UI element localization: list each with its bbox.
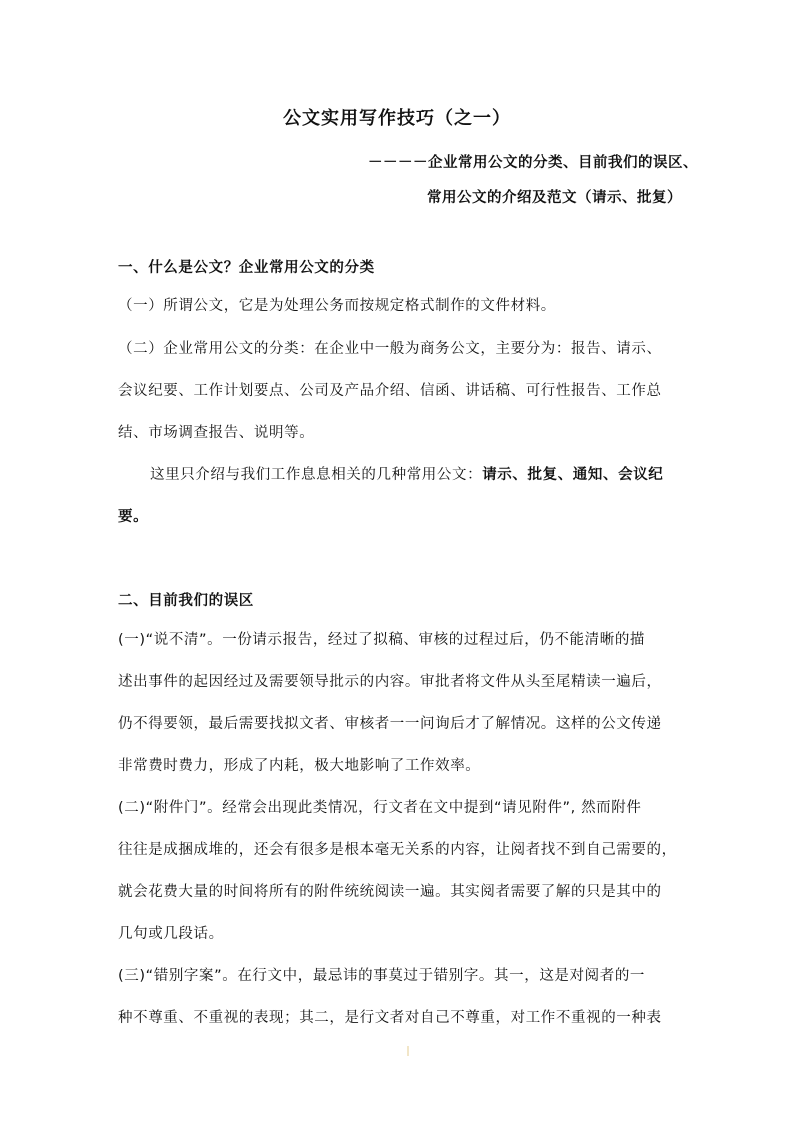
section-2-heading: 二、目前我们的误区 xyxy=(118,593,254,609)
paragraph-line: （二）企业常用公文的分类：在企业中一般为商务公文，主要分为：报告、请示、 xyxy=(118,341,662,357)
paragraph-line: (三)“错别字案”。在行文中，最忌讳的事莫过于错别字。其一，这是对阅者的一 xyxy=(118,968,646,984)
paragraph-line xyxy=(150,463,663,484)
document-subtitle-line-2: 常用公文的介绍及范文（请示、批复） xyxy=(427,190,682,206)
paragraph-line: 种不尊重、不重视的表现；其二，是行文者对自己不尊重，对工作不重视的一种表 xyxy=(118,1010,662,1026)
paragraph-line: 述出事件的起因经过及需要领导批示的内容。审批者将文件从头至尾精读一遍后， xyxy=(118,674,662,690)
paragraph-line: 就会花费大量的时间将所有的附件统统阅读一遍。其实阅者需要了解的只是其中的 xyxy=(118,884,662,900)
page-footer-mark xyxy=(407,1046,409,1056)
paragraph-line: 非常费时费力，形成了内耗，极大地影响了工作效率。 xyxy=(118,758,481,774)
document-subtitle-line-1: －－－－企业常用公文的分类、目前我们的误区、 xyxy=(368,155,698,171)
paragraph-line: （一）所谓公文，它是为处理公务而按规定格式制作的文件材料。 xyxy=(118,298,556,314)
paragraph-line: (二)“附件门”。经常会出现此类情况，行文者在文中提到“请见附件”, 然而附件 xyxy=(118,800,642,816)
paragraph-line: 往往是成捆成堆的，还会有很多是根本毫无关系的内容，让阅者找不到自己需要的， xyxy=(118,842,677,858)
paragraph-line: 仍不得要领，最后需要找拟文者、审核者一一问询后才了解情况。这样的公文传递 xyxy=(118,716,662,732)
paragraph-line: 要。 xyxy=(118,509,149,525)
emphasis-text: 请示、批复、通知、会议纪 xyxy=(482,467,664,483)
paragraph-line: 结、市场调查报告、说明等。 xyxy=(118,425,315,441)
paragraph-text: 这里只介绍与我们工作息息相关的几种常用公文： xyxy=(150,467,483,483)
section-1-heading: 一、什么是公文？企业常用公文的分类 xyxy=(118,260,375,276)
document-title: 公文实用写作技巧（之一） xyxy=(283,108,511,129)
paragraph-line: (一)“说不清”。一份请示报告，经过了拟稿、审核的过程过后，仍不能清晰的描 xyxy=(118,632,646,648)
paragraph-line: 会议纪要、工作计划要点、公司及产品介绍、信函、讲话稿、可行性报告、工作总 xyxy=(118,383,662,399)
paragraph-line: 几句或几段话。 xyxy=(118,926,224,942)
